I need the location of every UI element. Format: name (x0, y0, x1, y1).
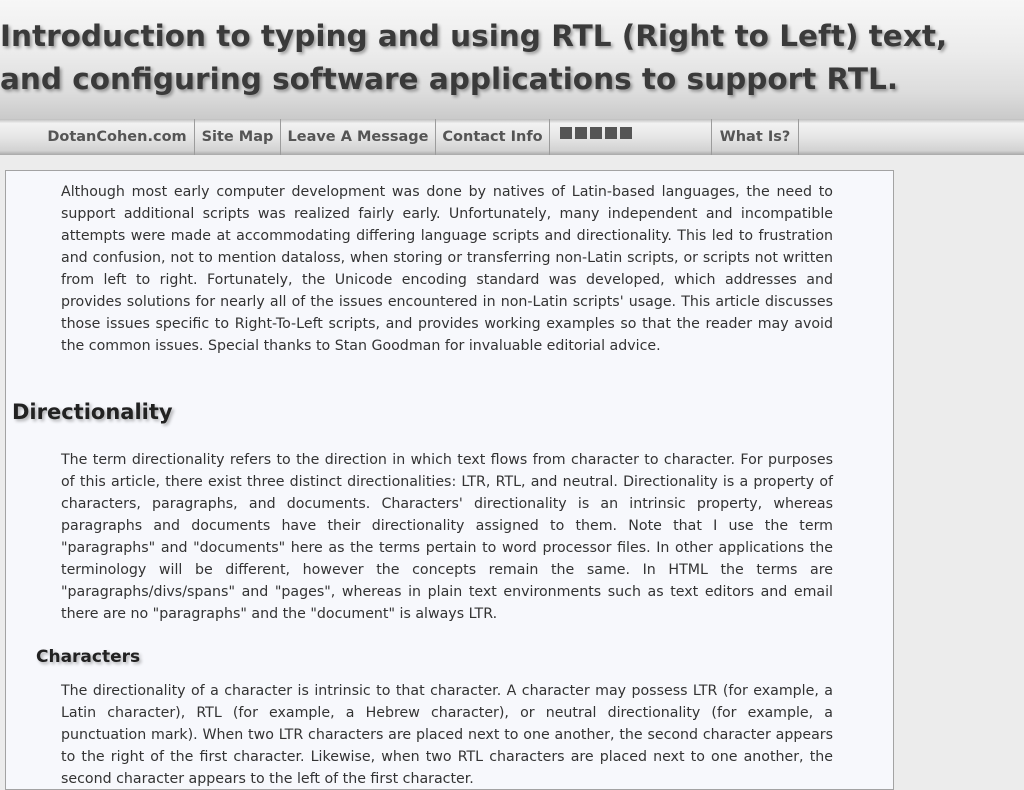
nav-item-squares[interactable] (550, 119, 712, 155)
intro-paragraph: Although most early computer development was done by natives of Latin-based languages, the need to support additional scripts was realized fairly early. Unfortunately, many independent and incompatible attempts were made at accommodating differing language scripts and directionality. This led to frustration and confusion, not to mention dataloss, when storing or transferring non-Latin scripts, or scripts not written from left to right. Fortunately, the Unicode encoding standard was developed, which addresses and provides solutions for nearly all of the issues encountered in non-Latin scripts' usage. This article discusses those issues specific to Right-To-Left scripts, and provides working examples so that the reader may avoid the common issues. Special thanks to Stan Goodman for invaluable editorial advice. (61, 184, 833, 354)
nav-item-leave-a-message[interactable]: Leave A Message (281, 119, 436, 155)
nav-bar (0, 119, 1024, 155)
directionality-paragraph: The term directionality refers to the direction in which text flows from character to character. For purposes of this article, there exist three distinct directionalities: LTR, RTL, and neutral. Directionality is a property of characters, paragraphs, and documents. Characters' directionality is an intrinsic property, whereas paragraphs and documents have their directionality assigned to them. Note that I use the term "paragraphs" and "documents" here as the terms pertain to word processor files. In other applications the terminology will be different, however the concepts remain the same. In HTML the terms are "paragraphs/divs/spans" and "pages", whereas in plain text environments such as text editors and email there are no "paragraphs" and the "document" is always LTR. (61, 452, 833, 622)
nav-item-contact-info[interactable]: Contact Info (436, 119, 550, 155)
subsection-heading-characters: Characters (36, 647, 141, 667)
square-icon (620, 127, 632, 139)
site-header (0, 0, 1024, 120)
square-icon (575, 127, 587, 139)
page-title: Introduction to typing and using RTL (Right to Left) text, and configuring software applications to support RTL. (0, 19, 948, 96)
square-icon (605, 127, 617, 139)
square-icon (590, 127, 602, 139)
characters-paragraph: The directionality of a character is intrinsic to that character. A character may possess LTR (for example, a Latin character), RTL (for example, a Hebrew character), or neutral directionality (for example, a punctuation mark). When two LTR characters are placed next to one another, the second character appears to the right of the first character. Likewise, when two RTL characters are placed next to one another, the second character appears to the left of the first character. (61, 683, 833, 787)
nav-item-dotancohen[interactable]: DotanCohen.com (40, 119, 195, 155)
section-heading-directionality: Directionality (12, 400, 173, 424)
square-icon (560, 127, 572, 139)
article-content (5, 170, 894, 790)
nav-item-what-is[interactable]: What Is? (712, 119, 799, 155)
nav-item-site-map[interactable]: Site Map (195, 119, 281, 155)
squares-icon (560, 127, 635, 139)
